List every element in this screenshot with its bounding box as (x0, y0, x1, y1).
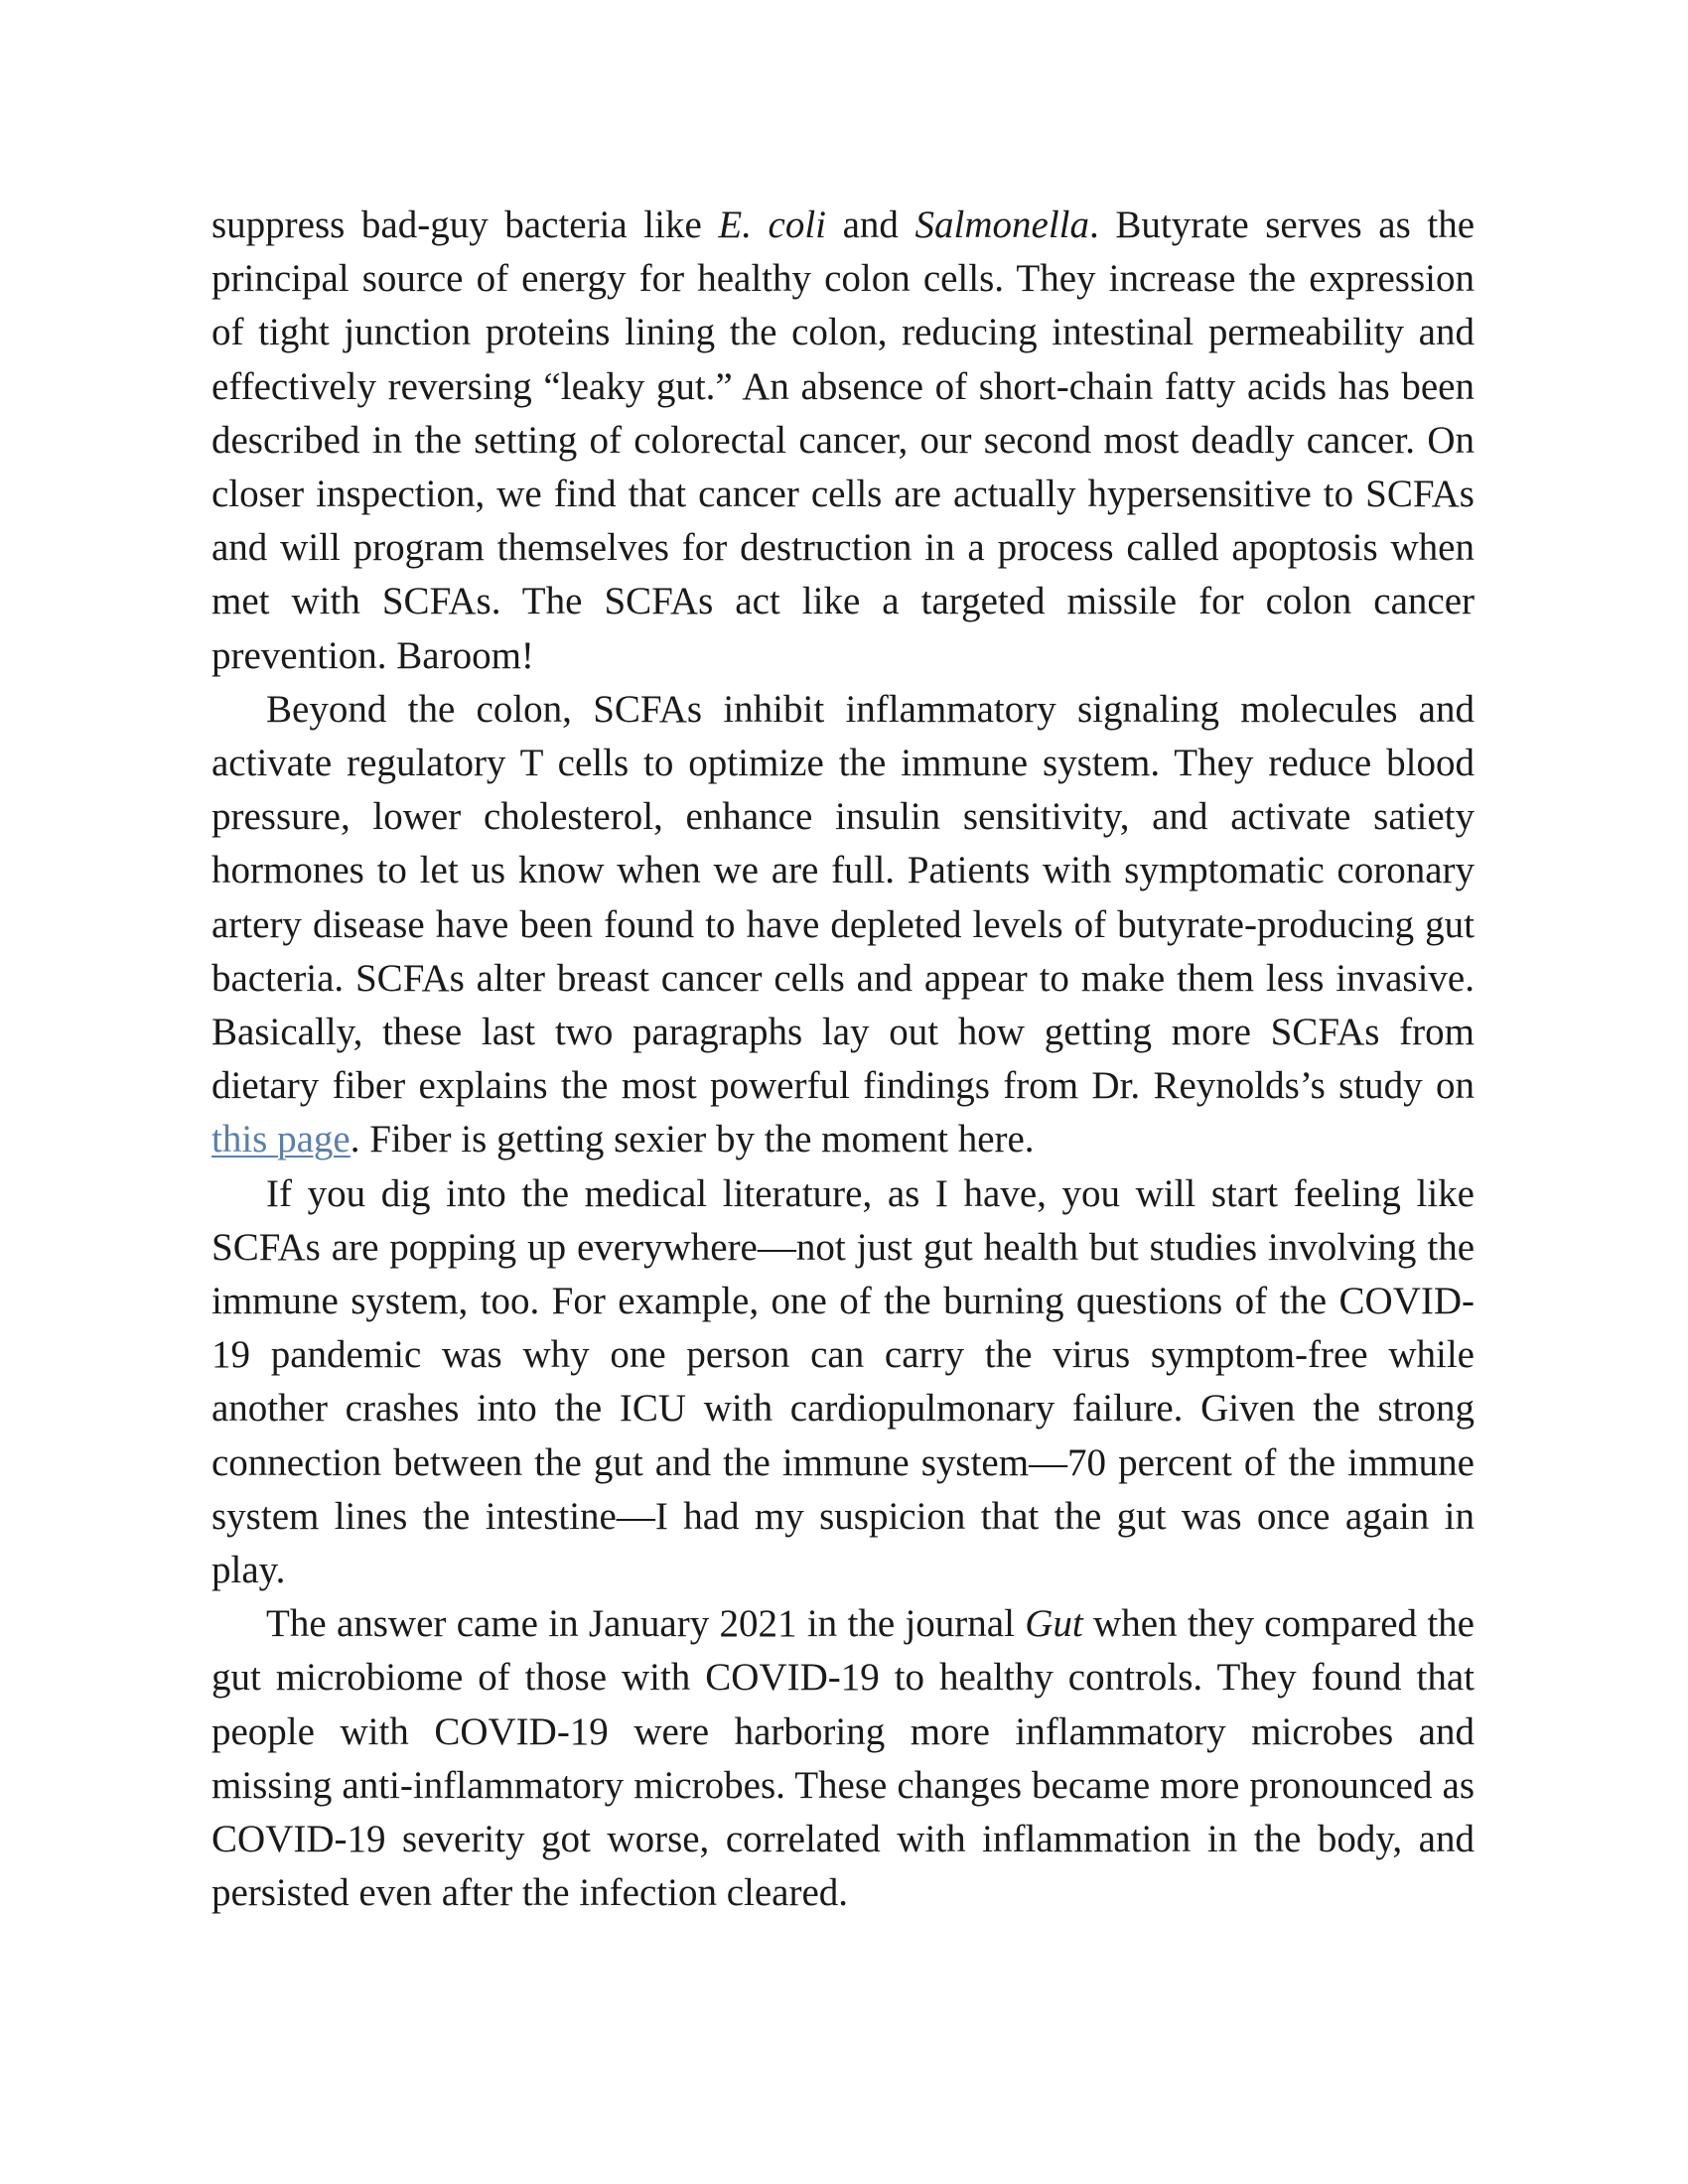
body-text: The answer came in January 2021 in the journal (266, 1602, 1026, 1646)
body-text: If you dig into the medical literature, as I have, you will start feeling like SCFAs are popping up everywhere—not just gut health but studies involving the immune system, too. For example, one of the burning questions of the COVID-19 pandemic was why one person can carry the virus symptom-free while another crashes into the ICU with cardiopulmonary failure. Given the strong connection between the gut and the immune system—70 percent of the immune system lines the intestine—I had my suspicion that the gut was once again in play. (211, 1171, 1475, 1592)
paragraph-3 (211, 1167, 1475, 1598)
body-text: Beyond the colon, SCFAs inhibit inflammatory signaling molecules and activate regulatory T cells to optimize the immune system. They reduce blood pressure, lower cholesterol, enhance insulin sensitivity, and activate satiety hormones to let us know when we are full. Patients with symptomatic coronary artery disease have been found to have depleted levels of butyrate-producing gut bacteria. SCFAs alter breast cancer cells and appear to make them less invasive. Basically, these last two paragraphs lay out how getting more SCFAs from dietary fiber explains the most powerful findings from Dr. Reynolds’s study on (211, 687, 1475, 1108)
paragraph-1 (211, 199, 1475, 683)
body-text: and (826, 204, 915, 246)
paragraph-4 (211, 1597, 1475, 1920)
body-text: when they compared the gut microbiome of those with COVID-19 to healthy controls. They found that people with COVID-19 were harboring more inflammatory microbes and missing anti-inflammatory microbes. These changes became more pronounced as COVID-19 severity got worse, correlated with inflammation in the body, and persisted even after the infection cleared. (211, 1602, 1475, 1915)
book-page-body (211, 199, 1475, 1921)
body-text: . Fiber is getting sexier by the moment here. (350, 1118, 1035, 1161)
this-page-link[interactable]: this page (211, 1118, 351, 1161)
body-text: suppress bad-guy bacteria like (211, 204, 719, 246)
italic-text: Gut (1025, 1602, 1083, 1646)
body-text: . Butyrate serves as the principal source of energy for healthy colon cells. They increase the expression of tight junction proteins lining the colon, reducing intestinal permeability and effectively reversing “leaky gut.” An absence of short-chain fatty acids has been described in the setting of colorectal cancer, our second most deadly cancer. On closer inspection, we find that cancer cells are actually hypersensitive to SCFAs and will program themselves for destruction in a process called apoptosis when met with SCFAs. The SCFAs act like a targeted missile for colon cancer prevention. Baroom! (211, 204, 1476, 677)
italic-text: Salmonella (914, 204, 1090, 246)
italic-text: E. coli (718, 204, 827, 246)
paragraph-2 (211, 683, 1475, 1167)
